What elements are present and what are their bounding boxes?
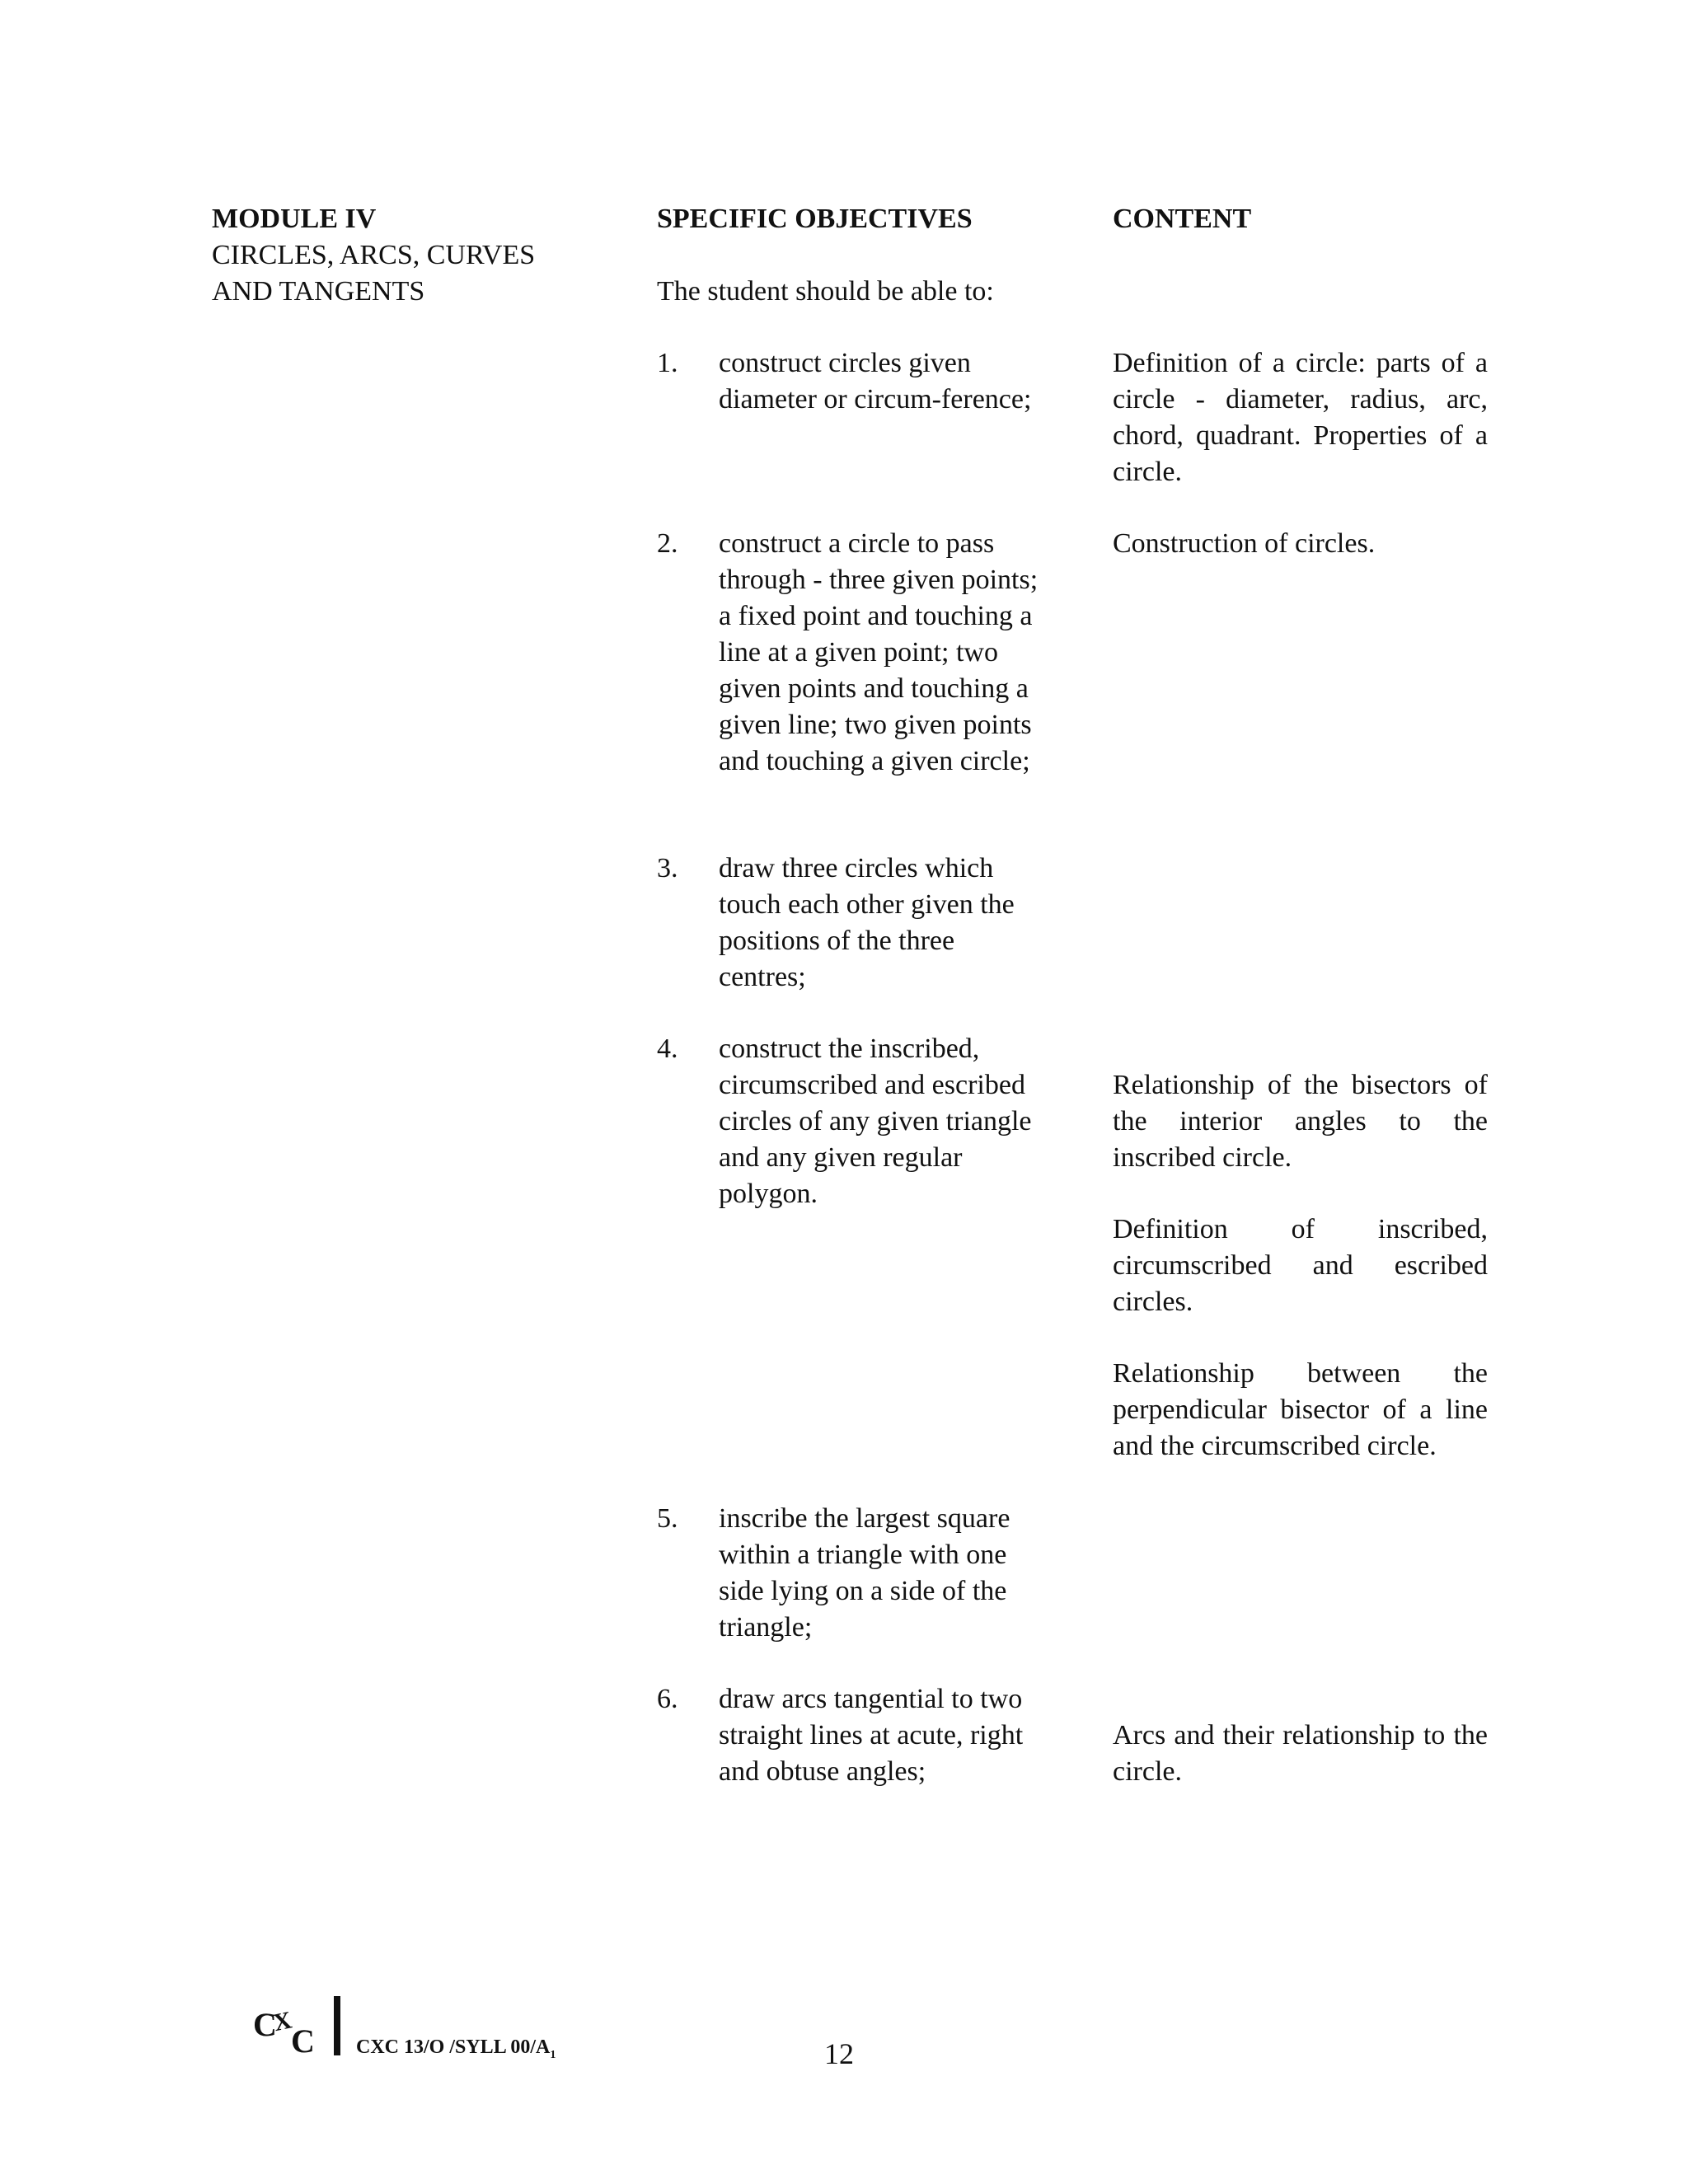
objective-number: 6. — [657, 1684, 678, 1714]
objective-text: draw three circles which touch each other given the positions of the three centres; — [719, 853, 1015, 992]
page-number: 12 — [824, 2037, 854, 2070]
content-item: Arcs and their relationship to the circle. — [1113, 1720, 1488, 1787]
module-title: MODULE IV — [212, 204, 377, 234]
footer-divider — [334, 1996, 340, 2055]
objective-text: draw arcs tangential to two straight lines at acute, right and obtuse angles; — [719, 1684, 1024, 1787]
svg-text:C: C — [253, 2006, 277, 2043]
syllabus-code-subscript: 1 — [550, 2048, 556, 2061]
content-header: CONTENT — [1113, 204, 1252, 234]
objective-text: inscribe the largest square within a triangle with one side lying on a side of the triangle; — [719, 1503, 1010, 1643]
syllabus-code-text: CXC 13/O /SYLL 00/A — [356, 2036, 551, 2058]
objective-text: construct a circle to pass through - three given points; a fixed point and touching a line at a given point; two given points and touching a given line; two given points and touching a given circle; — [719, 528, 1039, 776]
objective-text: construct the inscribed, circumscribed and escribed circles of any given triangle and any given regular polygon. — [719, 1033, 1032, 1209]
content-item: Definition of a circle: parts of a circle - diameter, radius, arc, chord, quadrant. Properties of a circle. — [1113, 348, 1488, 487]
objective-number: 2. — [657, 528, 678, 559]
objective-text: construct circles given diameter or circum-ference; — [719, 348, 1032, 415]
syllabus-code — [356, 2036, 556, 2067]
objective-number: 1. — [657, 348, 678, 378]
content-item: Relationship between the perpendicular bisector of a line and the circumscribed circle. — [1113, 1358, 1488, 1461]
objective-number: 4. — [657, 1033, 678, 1064]
content-item: Definition of inscribed, circumscribed and escribed circles. — [1113, 1214, 1488, 1317]
content-item: Relationship of the bisectors of the interior angles to the inscribed circle. — [1113, 1070, 1488, 1173]
objectives-intro: The student should be able to: — [657, 276, 994, 307]
objective-number: 3. — [657, 853, 678, 883]
svg-text:X: X — [270, 2006, 294, 2037]
cxc-logo — [251, 2001, 326, 2059]
module-subtitle: CIRCLES, ARCS, CURVES AND TANGENTS — [212, 240, 536, 307]
objective-number: 5. — [657, 1503, 678, 1534]
content-item: Construction of circles. — [1113, 528, 1376, 559]
specific-objectives-header: SPECIFIC OBJECTIVES — [657, 204, 973, 234]
svg-text:C: C — [291, 2022, 315, 2059]
